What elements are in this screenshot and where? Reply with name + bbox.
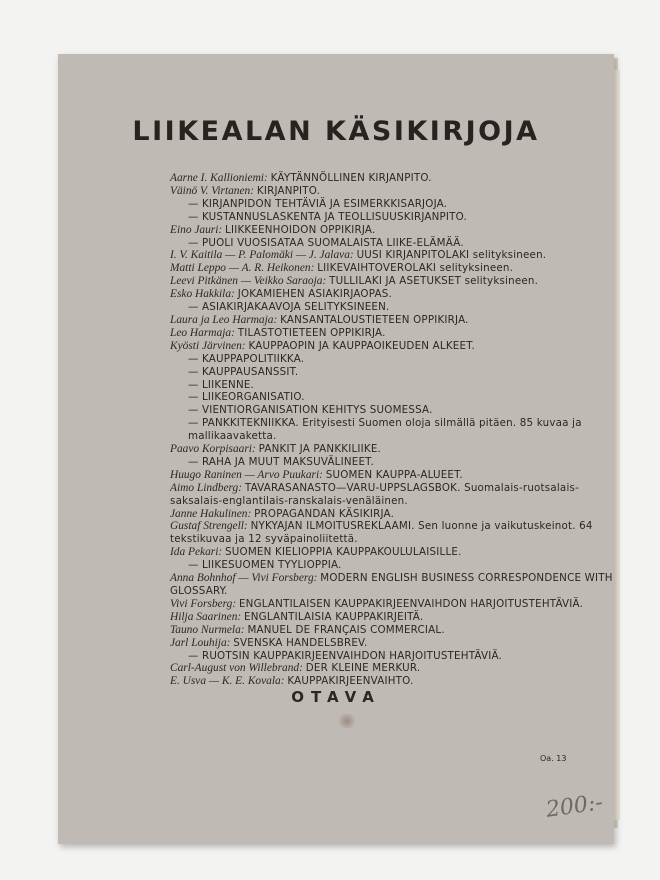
book-back-cover: [58, 54, 614, 844]
list-item: Aimo Lindberg: TAVARASANASTO—VARU-UPPSLAGSBOK. Suomalais-ruotsalais-saksalais-englantilais-ranskalais-venäläinen.: [170, 481, 579, 507]
list-item: Hilja Saarinen: ENGLANTILAISIA KAUPPAKIRJEITÄ.: [170, 610, 424, 623]
list-item: Väinö V. Virtanen: KIRJANPITO.: [170, 184, 321, 197]
handwritten-price: 200:-: [544, 790, 605, 823]
catalog-code: Oa. 13: [540, 754, 567, 763]
list-item: Laura ja Leo Harmaja: KANSANTALOUSTIETEEN OPPIKIRJA.: [170, 313, 469, 326]
list-item: — ASIAKIRJAKAAVOJA SELITYKSINEEN.: [188, 301, 390, 314]
list-item: I. V. Kaitila — P. Palomäki — J. Jalava: UUSI KIRJANPITOLAKI selityksineen.: [170, 249, 547, 262]
list-item: — KUSTANNUSLASKENTA JA TEOLLISUUSKIRJANPITO.: [188, 210, 468, 223]
cover-heading: LIIKEALAN KÄSIKIRJOJA: [132, 116, 540, 147]
list-item: Matti Leppo — A. R. Heikonen: LIIKEVAIHTOVEROLAKI selityksineen.: [170, 262, 514, 275]
list-item: Gustaf Strengell: NYKYAJAN ILMOITUSREKLAAMI. Sen luonne ja vaikutuskeinot. 64 tekstikuvaa ja 12 syväpainoliitettä.: [170, 520, 593, 546]
list-item: — PANKKITEKNIIKKA. Erityisesti Suomen oloja silmällä pitäen. 85 kuvaa ja mallikaavaketta.: [188, 417, 582, 443]
list-item: — KAUPPAPOLITIIKKA.: [188, 352, 305, 365]
list-item: Huugo Raninen — Arvo Puukari: SUOMEN KAUPPA-ALUEET.: [170, 468, 463, 481]
list-item: Janne Hakulinen: PROPAGANDAN KÄSIKIRJA.: [170, 507, 395, 520]
book-list: [170, 172, 620, 688]
list-item: — PUOLI VUOSISATAA SUOMALAISTA LIIKE-ELÄMÄÄ.: [188, 236, 464, 249]
list-item: Ida Pekari: SUOMEN KIELIOPPIA KAUPPAKOULULAISILLE.: [170, 546, 462, 559]
list-item: — KAUPPAUSANSSIT.: [188, 365, 299, 378]
list-item: — RUOTSIN KAUPPAKIRJEENVAIHDON HARJOITUSTEHTÄVIÄ.: [188, 649, 502, 662]
list-item: Leo Harmaja: TILASTOTIETEEN OPPIKIRJA.: [170, 326, 386, 339]
list-item: Eino Jauri: LIIKKEENHOIDON OPPIKIRJA.: [170, 223, 376, 236]
list-item: Jarl Louhija: SVENSKA HANDELSBREV.: [170, 636, 368, 649]
publisher-name: OTAVA: [291, 688, 381, 706]
list-item: — LIIKEORGANISATIO.: [188, 391, 305, 404]
list-item: Esko Hakkila: JOKAMIEHEN ASIAKIRJAOPAS.: [170, 288, 392, 301]
list-item: Tauno Nurmela: MANUEL DE FRANÇAIS COMMERCIAL.: [170, 623, 445, 636]
list-item: — VIENTIORGANISATION KEHITYS SUOMESSA.: [188, 404, 433, 417]
list-item: — KIRJANPIDON TEHTÄVIÄ JA ESIMERKKISARJOJA.: [188, 197, 448, 210]
list-item: Vivi Forsberg: ENGLANTILAISEN KAUPPAKIRJEENVAIHDON HARJOITUSTEHTÄVIÄ.: [170, 597, 584, 610]
list-item: Carl-August von Willebrand: DER KLEINE MERKUR.: [170, 662, 421, 675]
list-item: Leevi Pitkänen — Veikko Saraoja: TULLILAKI JA ASETUKSET selityksineen.: [170, 275, 539, 288]
list-item: Kyösti Järvinen: KAUPPAOPIN JA KAUPPAOIKEUDEN ALKEET.: [170, 339, 475, 352]
list-item: Anna Bohnhof — Vivi Forsberg: MODERN ENGLISH BUSINESS CORRESPONDENCE WITH GLOSSARY.: [170, 572, 613, 597]
publisher-logo: [336, 714, 358, 728]
cover-content: [58, 54, 614, 844]
list-item: — LIIKENNE.: [188, 378, 255, 391]
list-item: E. Usva — K. E. Kovala: KAUPPAKIRJEENVAIHTO.: [170, 675, 414, 688]
list-item: — RAHA JA MUUT MAKSUVÄLINEET.: [188, 455, 374, 468]
list-item: — LIIKESUOMEN TYYLIOPPIA.: [188, 559, 342, 572]
list-item: Aarne I. Kallioniemi: KÄYTÄNNÖLLINEN KIRJANPITO.: [170, 172, 432, 184]
list-item: Paavo Korpisaari: PANKIT JA PANKKILIIKE.: [170, 443, 382, 456]
